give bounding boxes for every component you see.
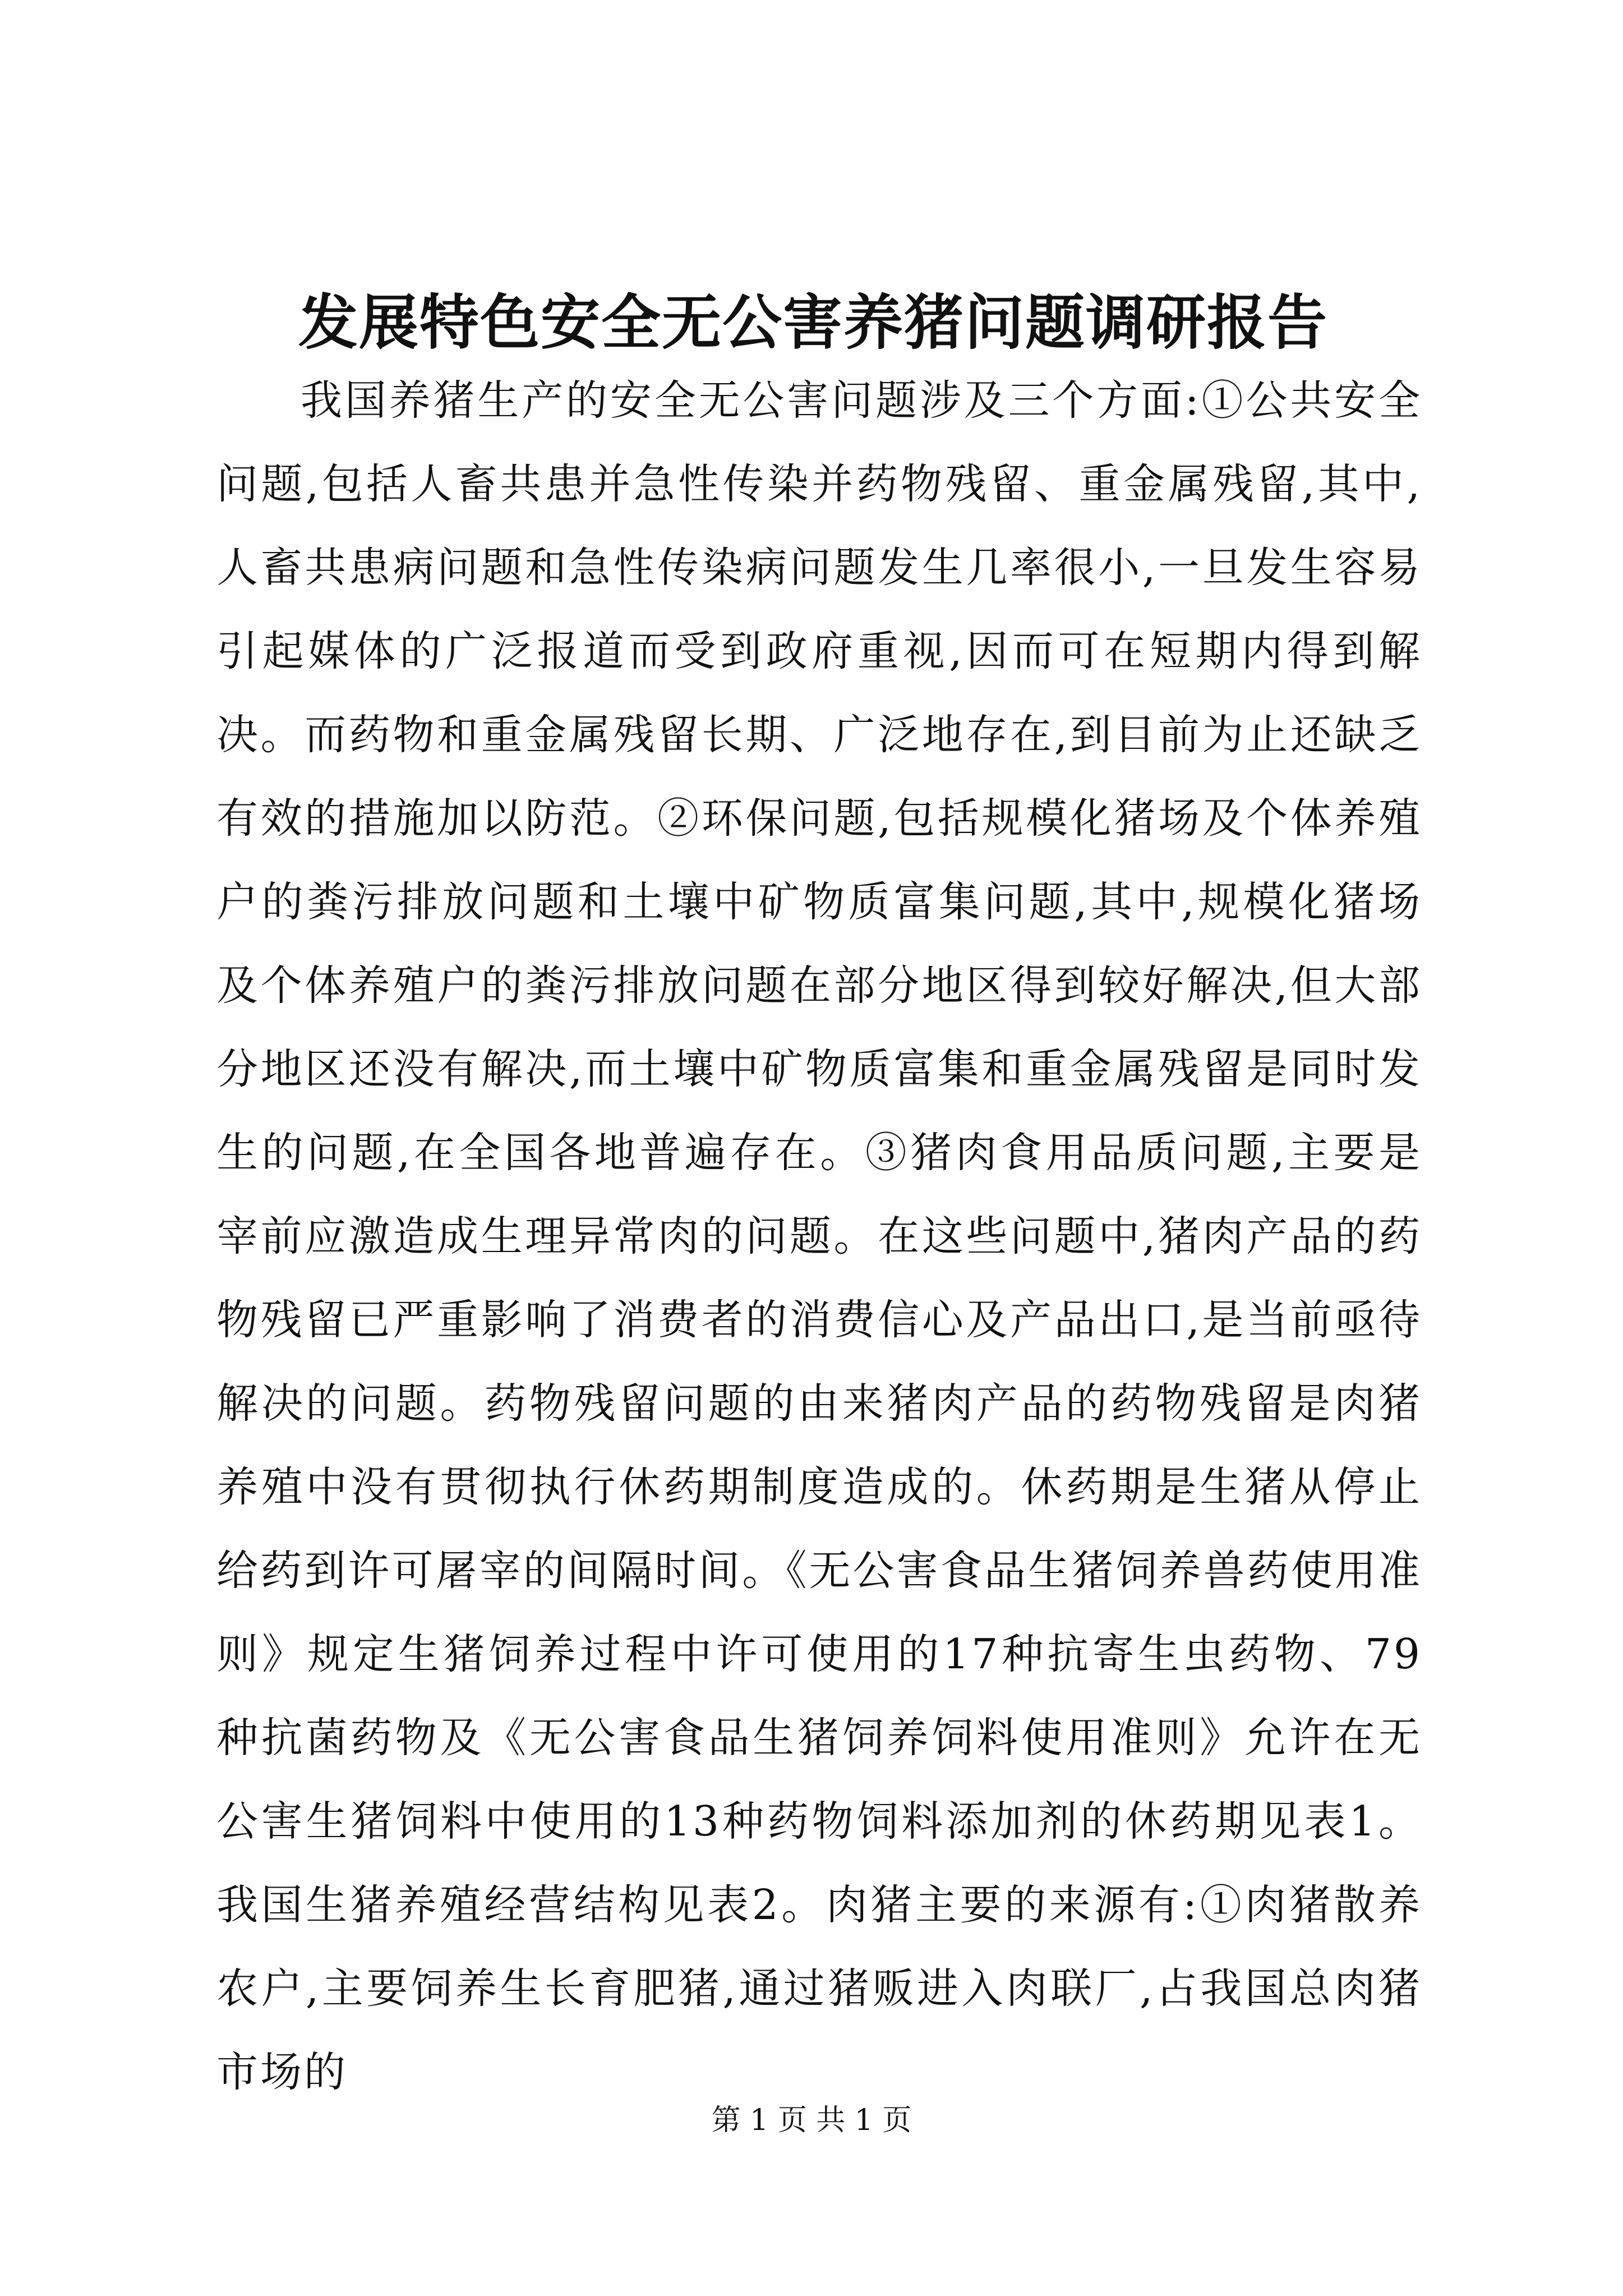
document-body-paragraph: 我国养猪生产的安全无公害问题涉及三个方面:①公共安全问题,包括人畜共患并急性传染并药物残留、重金属残留,其中,人畜共患病问题和急性传染病问题发生几率很小,一旦发生容易引起媒体的广泛报道而受到政府重视,因而可在短期内得到解决。而药物和重金属残留长期、广泛地存在,到目前为止还缺乏有效的措施加以防范。②环保问题,包括规模化猪场及个体养殖户的粪污排放问题和土壤中矿物质富集问题,其中,规模化猪场及个体养殖户的粪污排放问题在部分地区得到较好解决,但大部分地区还没有解决,而土壤中矿物质富集和重金属残留是同时发生的问题,在全国各地普遍存在。③猪肉食用品质问题,主要是宰前应激造成生理异常肉的问题。在这些问题中,猪肉产品的药物残留已严重影响了消费者的消费信心及产品出口,是当前亟待解决的问题。药物残留问题的由来猪肉产品的药物残留是肉猪养殖中没有贯彻执行休药期制度造成的。休药期是生猪从停止给药到许可屠宰的间隔时间。《无公害食品生猪饲养兽药使用准则》规定生猪饲养过程中许可使用的17种抗寄生虫药物、79种抗菌药物及《无公害食品生猪饲养饲料使用准则》允许在无公害生猪饲料中使用的13种药物饲料添加剂的休药期见表1。我国生猪养殖经营结构见表2。肉猪主要的来源有:①肉猪散养农户,主要饲养生长育肥猪,通过猪贩进入肉联厂,占我国总肉猪市场的 [216, 376, 1422, 2096]
page-number-footer: 第 1 页 共 1 页 [711, 2104, 912, 2137]
document-title: 发展特色安全无公害养猪问题调研报告 [298, 287, 1328, 357]
